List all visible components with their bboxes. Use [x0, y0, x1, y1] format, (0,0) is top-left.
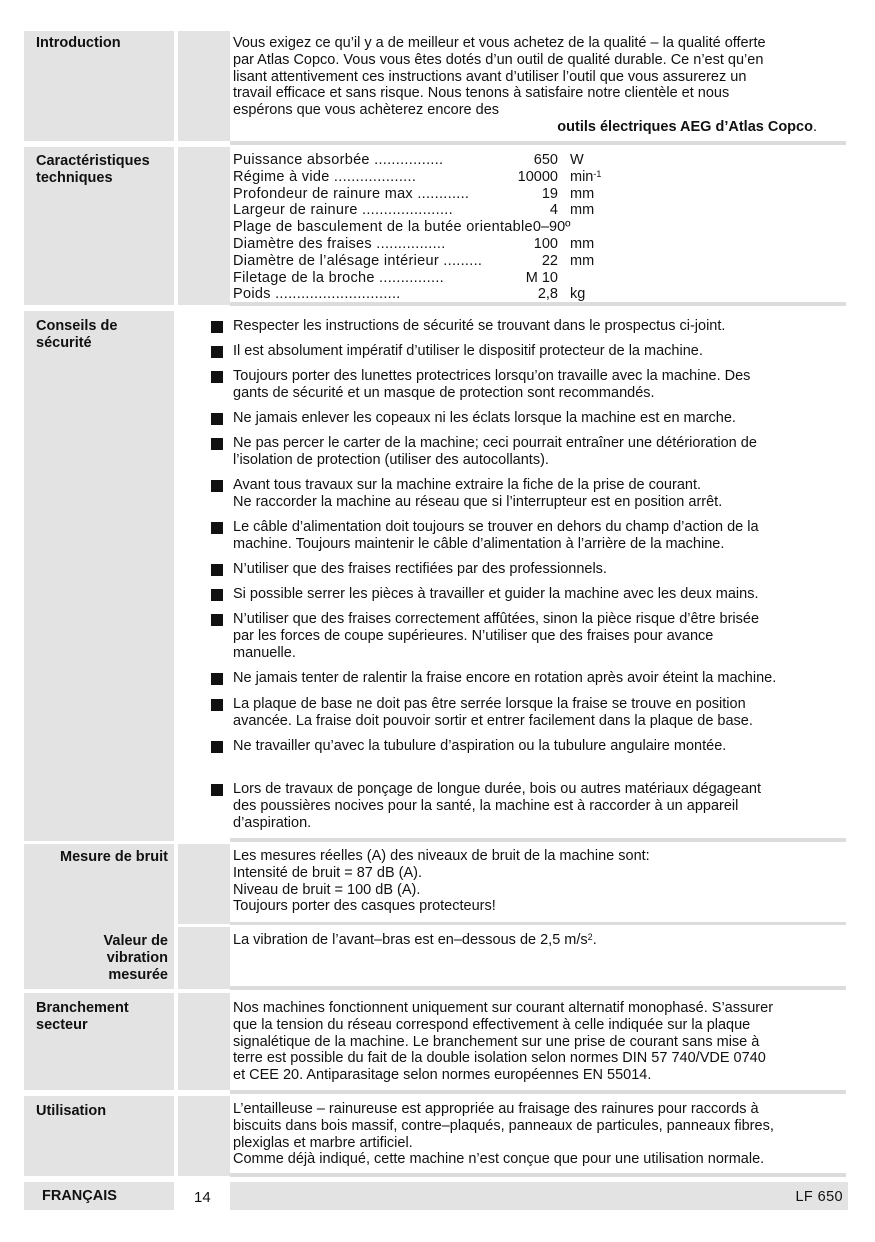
mains-title: Branchement secteur	[36, 1000, 129, 1033]
footer-model: LF 650	[795, 1189, 843, 1205]
spec-unit: $\min^{-1}$	[570, 168, 602, 185]
intro-line: par Atlas Copco. Vous vous êtes dotés d’un outil de qualité durable. Ce n’est qu’en	[233, 51, 764, 68]
spec-unit: kg	[570, 286, 586, 303]
safety-bullet-text	[233, 318, 847, 335]
spec-label: Diamètre des fraises ................	[233, 235, 446, 252]
spec-unit	[570, 219, 582, 236]
safety-bullet-text	[233, 738, 847, 755]
safety-bullet-text	[233, 519, 847, 553]
spec-label: Filetage de la broche ...............	[233, 269, 444, 286]
noise-text	[233, 848, 845, 915]
bullet-square	[211, 699, 223, 711]
safety-bullet-text	[233, 343, 847, 360]
noise-title: Mesure de bruit	[60, 849, 168, 865]
spec-row	[233, 219, 845, 236]
safety-line: des poussières nocives pour la santé, la machine est à raccorder à un appareil	[233, 797, 739, 814]
safety-line: La plaque de base ne doit pas être serrée lorsque la fraise se trouve en position	[233, 696, 746, 712]
safety-bullet-text	[233, 561, 847, 578]
safety-line: Toujours porter des lunettes protectrices lorsqu’on travaille avec la machine. Des	[233, 368, 751, 384]
intro-title: Introduction	[36, 35, 121, 51]
mains-line: Nos machines fonctionnent uniquement sur courant alternatif monophasé. S’assurer	[233, 1000, 774, 1016]
bullet-square	[211, 438, 223, 450]
safety-line: manuelle.	[233, 644, 296, 661]
footer-right-block	[230, 1182, 848, 1210]
safety-bullet-text	[233, 781, 847, 831]
mains-line: et CEE 20. Antiparasitage selon normes européennes EN 55014.	[233, 1067, 652, 1084]
safety-line: l’isolation de protection (utiliser des autocollants).	[233, 451, 549, 468]
safety-line: Ne pas percer le carter de la machine; ceci pourrait entraîner une détérioration de	[233, 435, 757, 451]
safety-bullet-text	[233, 410, 847, 427]
usage-mid-block	[178, 1096, 230, 1176]
safety-line: machine. Toujours maintenir le câble d’alimentation à l’arrière de la machine.	[233, 535, 725, 552]
bullet-square	[211, 614, 223, 626]
bullet-square	[211, 321, 223, 333]
bullet-square	[211, 673, 223, 685]
safety-line: d’aspiration.	[233, 814, 312, 831]
safety-bullet-text	[233, 696, 847, 730]
mains-underline	[230, 1090, 846, 1094]
spec-label: Profondeur de rainure max ............	[233, 185, 470, 202]
footer-language: FRANÇAIS	[42, 1188, 117, 1204]
safety-line: gants de sécurité et un masque de protection sont recommandés.	[233, 384, 655, 401]
safety-line: par les forces de coupe supérieures. N’utiliser que des fraises pour avance	[233, 627, 714, 644]
page-number: 14	[194, 1189, 211, 1206]
safety-line: N’utiliser que des fraises rectifiées par des professionnels.	[233, 561, 607, 577]
spec-value: 2,8	[537, 286, 558, 303]
safety-bullet-text	[233, 435, 847, 469]
safety-underline	[230, 838, 846, 842]
spec-unit: mm	[570, 252, 595, 269]
bullet-square	[211, 589, 223, 601]
bullet-square	[211, 741, 223, 753]
safety-line: Respecter les instructions de sécurité se trouvant dans le prospectus ci-joint.	[233, 318, 726, 334]
vibration-underline	[230, 986, 846, 990]
usage-line: plexiglas et marbre artificiel.	[233, 1134, 413, 1151]
safety-line: Ne travailler qu’avec la tubulure d’aspiration ou la tubulure angulaire montée.	[233, 738, 727, 754]
vibration-title: Valeur de vibration mesurée	[103, 933, 168, 983]
spec-unit: W	[570, 152, 584, 168]
intro-signature: outils électriques AEG d’Atlas Copco.	[557, 118, 817, 135]
safety-line: Le câble d’alimentation doit toujours se trouver en dehors du champ d’action de la	[233, 519, 759, 535]
intro-mid-block	[178, 31, 230, 141]
bullet-square	[211, 784, 223, 796]
spec-row	[233, 186, 845, 203]
safety-bullet-text	[233, 368, 847, 402]
safety-line: Ne jamais tenter de ralentir la fraise encore en rotation après avoir éteint la machine.	[233, 670, 777, 686]
spec-label: Régime à vide ...................	[233, 168, 417, 185]
noise-line: Les mesures réelles (A) des niveaux de bruit de la machine sont:	[233, 848, 650, 864]
spec-label: Plage de basculement de la butée orientable	[233, 219, 533, 236]
intro-line: travail efficace et sans risque. Nous tenons à satisfaire notre clientèle et nous	[233, 85, 730, 102]
spec-row	[233, 253, 845, 270]
specs-rows	[233, 152, 845, 303]
bullet-square	[211, 522, 223, 534]
noise-line: Intensité de bruit = 87 dB (A).	[233, 864, 423, 881]
usage-line: L’entailleuse – rainureuse est appropriée au fraisage des rainures pour raccords à	[233, 1101, 759, 1117]
spec-value: 0–90º	[532, 219, 571, 236]
intro-underline	[230, 141, 846, 145]
spec-row	[233, 169, 845, 186]
bullet-square	[211, 371, 223, 383]
bullet-square	[211, 346, 223, 358]
spec-row	[233, 236, 845, 253]
spec-value: M 10	[525, 269, 558, 286]
vibration-mid-block	[178, 927, 230, 989]
mains-line: terre est possible du fait de la double isolation selon normes DIN 57 740/VDE 0740	[233, 1050, 766, 1067]
safety-title: Conseils de sécurité	[36, 318, 118, 351]
safety-line: Lors de travaux de ponçage de longue durée, bois ou autres matériaux dégageant	[233, 781, 762, 797]
safety-line: avancée. La fraise doit pouvoir sortir et entrer facilement dans la plaque de base.	[233, 712, 753, 729]
usage-line: Comme déjà indiqué, cette machine n’est conçue que pour une utilisation normale.	[233, 1151, 765, 1168]
safety-label-block	[24, 311, 174, 841]
spec-value: 10000	[517, 168, 558, 185]
spec-row	[233, 202, 845, 219]
vibration-text: La vibration de l’avant–bras est en–dessous de 2,5 $m/s^2$.	[233, 932, 597, 948]
spec-value: 22	[541, 252, 558, 269]
spec-row	[233, 152, 845, 169]
safety-line: Il est absolument impératif d’utiliser le dispositif protecteur de la machine.	[233, 343, 703, 359]
noise-line: Niveau de bruit = 100 dB (A).	[233, 881, 421, 898]
mains-mid-block	[178, 993, 230, 1090]
intro-text	[233, 35, 845, 136]
spec-label: Puissance absorbée ................	[233, 152, 444, 168]
mains-text	[233, 1000, 845, 1084]
usage-text	[233, 1101, 845, 1168]
safety-bullet-text	[233, 670, 847, 687]
mains-line: que la tension du réseau correspond effectivement à celle indiquée sur la plaque	[233, 1016, 751, 1033]
safety-line: Ne jamais enlever les copeaux ni les éclats lorsque la machine est en marche.	[233, 410, 736, 426]
safety-line: Ne raccorder la machine au réseau que si l’interrupteur est en position arrêt.	[233, 493, 723, 510]
safety-line: N’utiliser que des fraises correctement affûtées, sinon la pièce risque d’être brisée	[233, 611, 760, 627]
intro-line: espérons que vous achèterez encore des	[233, 102, 500, 119]
noise-line: Toujours porter des casques protecteurs!	[233, 898, 496, 915]
spec-unit: mm	[570, 185, 595, 202]
safety-line: Si possible serrer les pièces à travailler et guider la machine avec les deux mains.	[233, 586, 759, 602]
bullet-square	[211, 564, 223, 576]
spec-unit: mm	[570, 235, 595, 252]
mains-line: signalétique de la machine. Le branchement sur une prise de courant sans mise à	[233, 1033, 760, 1050]
specs-title: Caractéristiques techniques	[36, 153, 150, 186]
spec-value: 100	[533, 235, 558, 252]
spec-row	[233, 270, 845, 287]
safety-bullet-text	[233, 611, 847, 661]
bullet-square	[211, 480, 223, 492]
safety-line: Avant tous travaux sur la machine extraire la fiche de la prise de courant.	[233, 477, 702, 493]
spec-label: Largeur de rainure .....................	[233, 202, 453, 219]
intro-line: Vous exigez ce qu’il y a de meilleur et vous achetez de la qualité – la qualité offerte	[233, 35, 766, 51]
spec-value: 650	[533, 152, 558, 168]
spec-value: 4	[549, 202, 558, 219]
intro-line: lisant attentivement ces instructions avant d’utiliser l’outil que vous assurerez un	[233, 68, 747, 85]
spec-row	[233, 286, 845, 303]
safety-bullet-text	[233, 477, 847, 511]
spec-unit: mm	[570, 202, 595, 219]
bullet-square	[211, 413, 223, 425]
usage-line: biscuits dans bois massif, contre–plaqués, panneaux de particules, panneaux fibres,	[233, 1117, 774, 1134]
usage-title: Utilisation	[36, 1103, 107, 1119]
usage-underline	[230, 1173, 846, 1177]
noise-underline	[230, 922, 846, 925]
spec-label: Poids .............................	[233, 286, 401, 303]
spec-value: 19	[541, 185, 558, 202]
spec-label: Diamètre de l’alésage intérieur .........	[233, 252, 483, 269]
noise-mid-block	[178, 844, 230, 924]
safety-bullet-text	[233, 586, 847, 603]
spec-unit	[558, 270, 570, 287]
specs-mid-block	[178, 147, 230, 305]
